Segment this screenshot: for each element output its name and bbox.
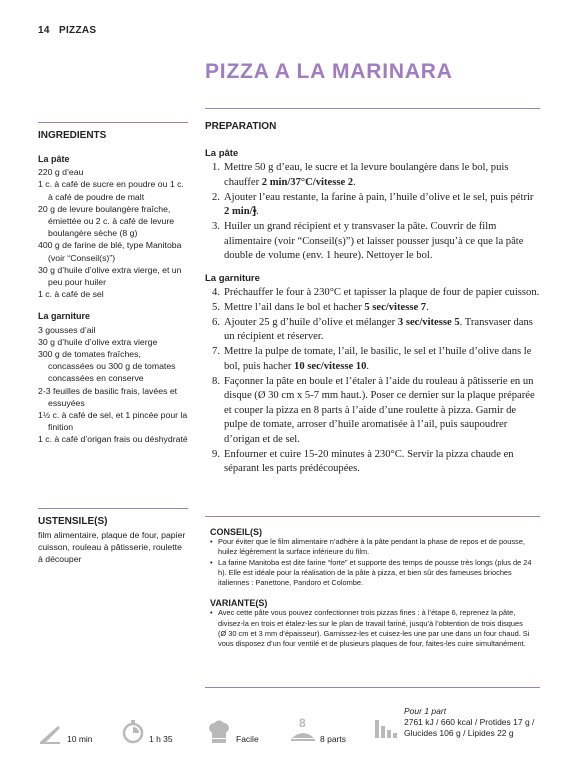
ingredients-heading: INGREDIENTS xyxy=(38,130,107,141)
preparation-rule xyxy=(205,108,540,109)
step-item xyxy=(205,220,540,264)
step-text xyxy=(224,301,540,316)
portions-icon-number: 8 xyxy=(299,716,306,730)
ingredient-group-heading: La garniture xyxy=(38,311,91,322)
knife-icon xyxy=(38,722,62,744)
preparation-subheading: La garniture xyxy=(205,272,260,284)
step-text-part: Ajouter 25 g d’huile d’olive et mélanger xyxy=(224,316,398,328)
ingredient-item: 30 g d’huile d’olive extra vierge, et un peu pour huiler xyxy=(38,264,182,288)
step-item xyxy=(205,286,540,301)
ingredient-item: 1 c. à café de sel xyxy=(38,289,104,300)
ustensiles-heading: USTENSILE(S) xyxy=(38,516,108,527)
step-number: 8. xyxy=(212,375,220,387)
step-setting: 10 sec/vitesse 10 xyxy=(294,360,367,372)
step-number: 2. xyxy=(212,191,220,203)
step-text-part: Mettre l’ail dans le bol et hacher xyxy=(224,301,365,313)
ustensiles-rule xyxy=(38,508,188,509)
step-setting: 2 min/37°C/vitesse 2 xyxy=(261,176,354,188)
ingredient-item: 3 gousses d’ail xyxy=(38,324,96,335)
difficulty-value: Facile xyxy=(236,734,259,744)
ustensiles-text: film alimentaire, plaque de four, papier cuisson, rouleau à pâtisserie, roulette à découper xyxy=(38,530,186,565)
clock-icon xyxy=(122,720,144,744)
total-time-value: 1 h 35 xyxy=(149,734,173,744)
ingredient-group-heading: La pâte xyxy=(38,154,70,164)
recipe-title: PIZZA A LA MARINARA xyxy=(205,60,453,83)
step-text-part: Enfourner et cuire 15-20 minutes à 230°C. Servir la pizza chaude en séparant les parts prédécoupées. xyxy=(224,448,514,474)
variante-list xyxy=(210,608,532,649)
ingredient-item: 2-3 feuilles de basilic frais, lavées et essuyées xyxy=(38,385,178,408)
step-text-part: Ajouter l’eau restante, la farine à pain, l’huile d’olive et le sel, puis pétrir xyxy=(224,191,534,203)
step-text-part: . xyxy=(366,360,370,372)
plate-icon xyxy=(290,718,316,744)
step-text xyxy=(224,286,540,301)
tips-top-rule xyxy=(205,516,540,517)
total-time xyxy=(122,712,173,744)
step-text-part: Mettre 50 g d’eau, le sucre et la levure boulangère dans le bol, puis chauffer xyxy=(224,162,509,188)
step-item xyxy=(205,191,540,220)
ingredient-item: 400 g de farine de blé, type Manitoba (voir “Conseil(s)”) xyxy=(38,240,182,263)
nutrition-info xyxy=(404,706,534,739)
step-text xyxy=(224,191,540,220)
preparation-heading: PREPARATION xyxy=(205,121,277,132)
step-number: 5. xyxy=(212,301,220,313)
step-item xyxy=(205,448,540,477)
preparation-subheading: La pâte xyxy=(205,148,239,159)
step-text-part: Mettre la pulpe de tomate, l’ail, le basilic, le sel et l’huile d’olive dans le bol, puis hacher xyxy=(224,346,532,372)
section-name: PIZZAS xyxy=(58,25,97,36)
step-number: 6. xyxy=(212,316,220,328)
step-number: 4. xyxy=(212,286,220,298)
step-text xyxy=(224,161,540,190)
bar-chart-icon xyxy=(374,716,398,745)
preparation-body xyxy=(205,148,540,477)
chef-hat-icon xyxy=(207,720,231,744)
step-text-part: . Transvaser dans un récipient et réserver. xyxy=(224,316,533,342)
variante-heading: VARIANTE(S) xyxy=(210,598,268,609)
ingredients-rule xyxy=(38,122,188,123)
ingredient-item: 20 g de levure boulangère fraîche, émiettée ou 2 c. à café de levure boulangère sèche (8 g) xyxy=(38,203,175,239)
steps-list xyxy=(205,286,540,477)
step-text xyxy=(224,375,540,448)
steps-list xyxy=(205,161,540,264)
prep-time xyxy=(38,712,93,744)
conseil-item: • La farine Manitoba est dite farine “forte” et supporte des temps de pousse très longs (plus de 24 h). Elle est idéale pour la réalisation de la pâte à pizza, et bien sûr des fameuses brioches italiennes : Panettone, Pandoro et Colombe. xyxy=(210,558,532,589)
page-header xyxy=(38,25,96,36)
step-item xyxy=(205,161,540,190)
ingredient-item: 1½ c. à café de sel, et 1 pincée pour la finition xyxy=(38,410,188,433)
step-item xyxy=(205,316,540,345)
step-item xyxy=(205,375,540,448)
prep-time-value: 10 min xyxy=(67,734,93,744)
portions xyxy=(290,712,346,744)
ingredient-item: 300 g de tomates fraîches, concassées ou 300 g de tomates concassées en conserve xyxy=(38,349,176,384)
step-item xyxy=(205,301,540,316)
step-text-part: Huiler un grand récipient et y transvaser la pâte. Couvrir de film alimentaire (voir “Conseil(s)”) et laisser pousser jusqu’à ce que la pâte double de volume (env. 1 heure). Nettoyer le bol. xyxy=(224,221,524,261)
difficulty xyxy=(207,712,259,744)
step-text-part: Façonner la pâte en boule et l’étaler à l’aide du rouleau à pâtisserie en un disque (Ø 30 cm x 5-7 mm haut.). Poser ce dernier sur la plaque préparée et couper la pizza en 8 parts à l’aide d’une roulette à pizza. Garnir de pulpe de tomate, arroser d’huile aromatisée à l’ail, puis saupoudrer d’origan et de sel. xyxy=(224,375,535,445)
nutrition-line2: Glucides 106 g / Lipides 22 g xyxy=(404,728,514,738)
step-setting: 3 sec/vitesse 5 xyxy=(397,316,460,328)
step-text-part: . xyxy=(426,301,429,313)
step-text-part: . xyxy=(256,206,259,217)
step-text-part: Préchauffer le four à 230°C et tapisser la plaque de four de papier cuisson. xyxy=(224,286,540,298)
portions-value: 8 parts xyxy=(320,734,346,744)
nutrition-title: Pour 1 part xyxy=(404,706,447,716)
step-text-part: . xyxy=(353,176,356,188)
step-setting: 5 sec/vitesse 7 xyxy=(364,301,427,313)
step-text xyxy=(224,220,540,264)
step-text xyxy=(224,345,540,374)
nutrition-line1: 2761 kJ / 660 kcal / Protides 17 g / xyxy=(404,717,535,727)
step-number: 3. xyxy=(212,221,220,232)
step-text xyxy=(224,316,540,345)
ingredients-list xyxy=(38,145,188,446)
page-number: 14 xyxy=(38,25,50,36)
conseil-list xyxy=(210,537,532,588)
step-number: 7. xyxy=(212,346,220,357)
ingredient-item: 1 c. à café d’origan frais ou déshydraté xyxy=(38,434,188,445)
step-setting: 2 min/⹘ xyxy=(224,206,257,217)
ingredient-item: 30 g d’huile d’olive extra vierge xyxy=(38,336,158,347)
conseil-item: • Pour éviter que le film alimentaire n’adhère à la pâte pendant la phase de repos et de pousse, huilez légèrement la surface inférieure du film. xyxy=(210,537,532,557)
step-item xyxy=(205,345,540,374)
step-text xyxy=(224,448,540,477)
ingredient-item: 1 c. à café de sucre en poudre ou 1 c. à café de poudre de malt xyxy=(38,179,184,202)
tips-box xyxy=(210,527,532,649)
tips-bottom-rule xyxy=(205,687,540,688)
step-number: 1. xyxy=(212,162,220,173)
conseil-heading: CONSEIL(S) xyxy=(210,527,263,537)
variante-item: • Avec cette pâte vous pouvez confectionner trois pizzas fines : à l’étape 6, reprenez la pâte, divisez-la en trois et étalez-les sur le plan de travail fariné, jusqu’à l’obtention de trois disques (Ø 30 cm et 3 mm d’épaisseur). Garnissez-les et cuisez-les une par une dans un four chaud. Si vous disposez d’un four ventilé et de plusieurs plaques de four, faites-les cuire simultanément. xyxy=(210,608,532,649)
step-number: 9. xyxy=(212,448,220,460)
ingredient-item: 220 g d’eau xyxy=(38,167,84,178)
